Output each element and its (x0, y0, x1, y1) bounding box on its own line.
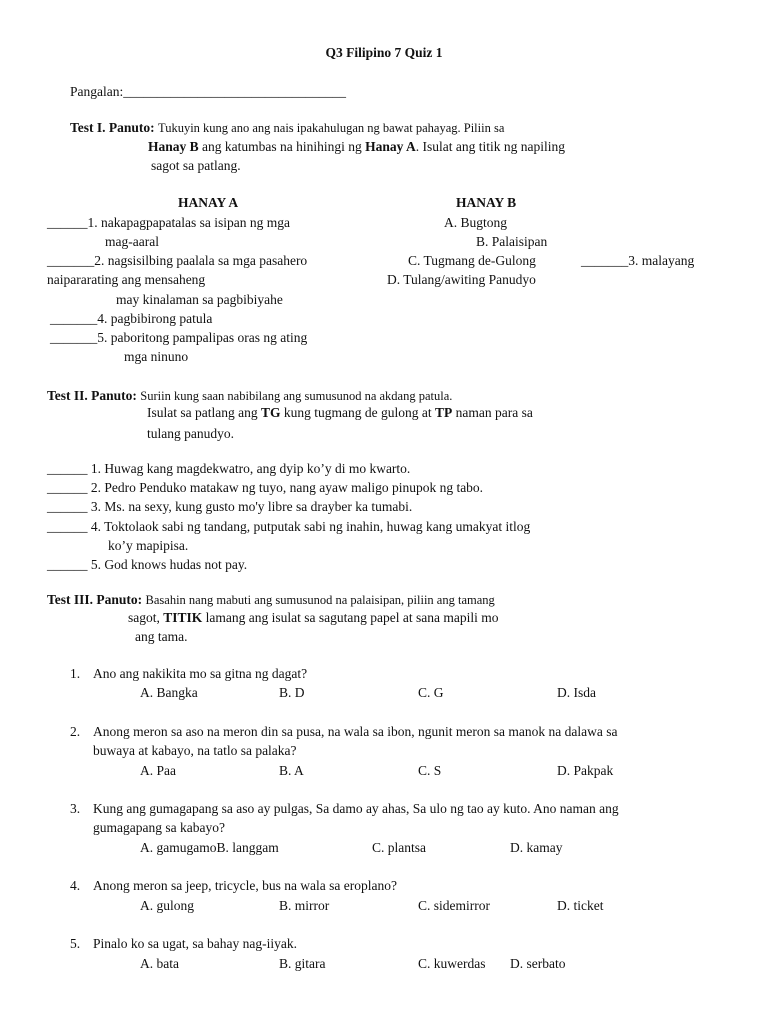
question-number: 3. (70, 801, 81, 816)
hanay-a-heading: HANAY A (178, 195, 239, 210)
question-choice: C. G (418, 685, 444, 700)
test2-item: ______ 3. Ms. na sexy, kung gusto mo'y libre sa drayber ka tumabi. (47, 499, 413, 514)
question-choice: C. sidemirror (418, 898, 490, 913)
question-choice: D. Isda (557, 685, 596, 700)
test2-item: ______ 1. Huwag kang magdekwatro, ang dyip ko’y di mo kwarto. (47, 461, 411, 476)
question-choice: A. gamugamoB. langgam (140, 840, 279, 855)
hanay-b-choice: A. Bugtong (444, 215, 508, 230)
question-choice: D. ticket (557, 898, 604, 913)
test2-item: ______ 5. God knows hudas not pay. (47, 557, 248, 572)
question-text: Kung ang gumagapang sa aso ay pulgas, Sa damo ay ahas, Sa ulo ng tao ay kuto. Ano naman ang (93, 801, 619, 816)
test1-item: _______2. nagsisilbing paalala sa mga pasahero (47, 253, 308, 268)
question-text: Anong meron sa aso na meron din sa pusa, na wala sa ibon, ngunit meron sa manok na dalawa sa (93, 724, 618, 739)
test1-instruction-line1: Test I. Panuto: Tukuyin kung ano ang nais ipakahulugan ng bawat pahayag. Piliin sa (70, 120, 505, 135)
question-choice: A. bata (140, 956, 179, 971)
test2-instruction-line2: Isulat sa patlang ang TG kung tugmang de gulong at TP naman para sa (147, 405, 533, 420)
question-text: buwaya at kabayo, na tatlo sa palaka? (93, 743, 297, 758)
question-text: Ano ang nakikita mo sa gitna ng dagat? (93, 666, 308, 681)
question-number: 4. (70, 878, 81, 893)
test3-instruction-line1: Test III. Panuto: Basahin nang mabuti ang sumusunod na palaisipan, piliin ang tamang (47, 592, 495, 607)
question-choice: D. Pakpak (557, 763, 614, 778)
test1-item-cont: mag-aaral (105, 234, 159, 249)
answer-blank: ______ (47, 480, 88, 495)
name-line (70, 83, 346, 100)
hanay-b-choice: B. Palaisipan (476, 234, 548, 249)
question-number: 2. (70, 724, 81, 739)
test1-item: ______1. nakapagpapatalas sa isipan ng mga (47, 215, 290, 230)
question-choice: C. kuwerdas (418, 956, 486, 971)
question-choice: B. D (279, 685, 305, 700)
question-number: 1. (70, 666, 81, 681)
question-text: gumagapang sa kabayo? (93, 820, 225, 835)
question-choice: A. Paa (140, 763, 176, 778)
question-choice: C. S (418, 763, 442, 778)
answer-blank: ______ (47, 519, 88, 534)
hanay-b-choice: D. Tulang/awiting Panudyo (387, 272, 536, 287)
test2-label: Test II. Panuto: (47, 388, 137, 403)
test1-item: _______4. pagbibirong patula (50, 311, 213, 326)
test2-instruction-line1: Test II. Panuto: Suriin kung saan nabibilang ang sumusunod na akdang patula. (47, 388, 453, 403)
test3-instruction-line2: sagot, TITIK lamang ang isulat sa sagutang papel at sana mapili mo (128, 610, 499, 625)
page-title: Q3 Filipino 7 Quiz 1 (325, 45, 443, 60)
test1-instruction-line2: Hanay B ang katumbas na hinihingi ng Hanay A. Isulat ang titik ng napiling (148, 139, 565, 154)
question-number: 5. (70, 936, 81, 951)
answer-blank: ______ (47, 461, 88, 476)
answer-blank: _______ (581, 253, 629, 268)
name-blank: _________________________________ (123, 84, 346, 99)
name-label: Pangalan: (70, 84, 124, 99)
test1-item-cont: naipararating ang mensaheng (47, 272, 206, 287)
question-choice: A. gulong (140, 898, 194, 913)
test1-label: Test I. Panuto: (70, 120, 155, 135)
hanay-b-heading: HANAY B (456, 195, 517, 210)
question-text: Anong meron sa jeep, tricycle, bus na wala sa eroplano? (93, 878, 398, 893)
answer-blank: ______ (47, 557, 88, 572)
test2-item: ______ 4. Toktolaok sabi ng tandang, putputak sabi ng inahin, huwag kang umakyat itlog (47, 519, 531, 534)
test1-instruction-line3: sagot sa patlang. (151, 158, 241, 173)
question-choice: A. Bangka (140, 685, 198, 700)
question-choice: C. plantsa (372, 840, 426, 855)
question-choice: B. gitara (279, 956, 326, 971)
question-choice: D. serbato (510, 956, 566, 971)
test2-item: ______ 2. Pedro Penduko matakaw ng tuyo, nang ayaw maligo pinupok ng tabo. (47, 480, 484, 495)
test3-label: Test III. Panuto: (47, 592, 143, 607)
test1-item: _______5. paboritong pampalipas oras ng ating (50, 330, 308, 345)
answer-blank: ______ (47, 215, 88, 230)
test3-instruction-line3: ang tama. (135, 629, 188, 644)
question-choice: B. mirror (279, 898, 330, 913)
test2-item-cont: ko’y mapipisa. (108, 538, 189, 553)
test1-item: _______3. malayang (581, 253, 695, 268)
answer-blank: _______ (50, 311, 98, 326)
test1-item-cont: mga ninuno (124, 349, 189, 364)
question-choice: D. kamay (510, 840, 563, 855)
question-choice: B. A (279, 763, 304, 778)
question-text: Pinalo ko sa ugat, sa bahay nag-iiyak. (93, 936, 297, 951)
answer-blank: ______ (47, 499, 88, 514)
hanay-b-choice: C. Tugmang de-Gulong (408, 253, 536, 268)
answer-blank: _______ (50, 330, 98, 345)
answer-blank: _______ (47, 253, 95, 268)
test1-item-cont: may kinalaman sa pagbibiyahe (116, 292, 283, 307)
test2-instruction-line3: tulang panudyo. (147, 426, 234, 441)
